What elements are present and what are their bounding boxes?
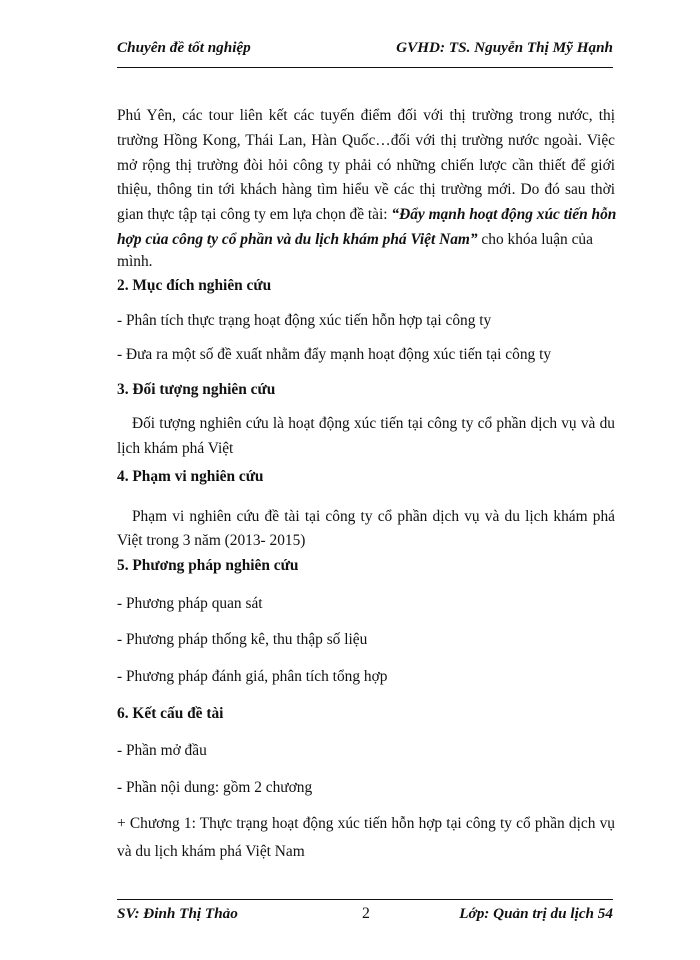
chapter-1-line-2: và du lịch khám phá Việt Nam — [117, 843, 305, 860]
intro-line-3: mở rộng thị trường đòi hỏi công ty phải có những chiến lược cần thiết để giới — [117, 157, 615, 174]
intro-line-6-suffix: cho khóa luận của — [477, 231, 593, 248]
section-2-item-2: - Đưa ra một số đề xuất nhằm đẩy mạnh hoạt động xúc tiến tại công ty — [117, 346, 552, 363]
section-5-item-3: - Phương pháp đánh giá, phân tích tổng hợp — [117, 668, 388, 685]
page-number: 2 — [362, 905, 370, 922]
section-4-line-2: Việt trong 3 năm (2013- 2015) — [117, 532, 306, 549]
intro-line-5-prefix: gian thực tập tại công ty em lựa chọn đề tài: — [117, 206, 392, 223]
section-5-heading: 5. Phương pháp nghiên cứu — [117, 557, 299, 574]
header-supervisor: GVHD: TS. Nguyễn Thị Mỹ Hạnh — [396, 39, 613, 56]
section-4-heading: 4. Phạm vi nghiên cứu — [117, 468, 264, 485]
section-6-item-1: - Phần mở đầu — [117, 742, 207, 759]
page-footer — [117, 904, 613, 928]
section-2-item-1: - Phân tích thực trạng hoạt động xúc tiến hỗn hợp tại công ty — [117, 312, 492, 329]
section-6-item-2: - Phần nội dung: gồm 2 chương — [117, 779, 313, 796]
intro-line-1: Phú Yên, các tour liên kết các tuyến điểm đối với thị trường trong nước, thị — [117, 107, 615, 124]
section-3-heading: 3. Đối tượng nghiên cứu — [117, 381, 276, 398]
section-3-line-1: Đối tượng nghiên cứu là hoạt động xúc tiến tại công ty cổ phần dịch vụ và du — [132, 415, 615, 432]
section-5-item-2: - Phương pháp thống kê, thu thập số liệu — [117, 631, 368, 648]
section-5-item-1: - Phương pháp quan sát — [117, 595, 263, 612]
thesis-topic-title-part-1: “Đẩy mạnh hoạt động xúc tiến hỗn — [391, 206, 617, 223]
footer-class: Lớp: Quản trị du lịch 54 — [459, 905, 613, 922]
page-header — [117, 38, 613, 62]
section-4-line-1: Phạm vi nghiên cứu đề tài tại công ty cổ phần dịch vụ và du lịch khám phá — [132, 508, 615, 525]
intro-line-6 — [117, 230, 615, 250]
header-divider — [117, 67, 613, 68]
section-3-line-2: lịch khám phá Việt — [117, 440, 234, 457]
intro-line-5 — [117, 205, 615, 225]
section-2-heading: 2. Mục đích nghiên cứu — [117, 277, 272, 294]
section-6-heading: 6. Kết cấu đề tài — [117, 705, 224, 722]
footer-divider — [117, 899, 613, 900]
header-thesis-title: Chuyên đề tốt nghiệp — [117, 39, 251, 56]
intro-line-7: mình. — [117, 253, 153, 270]
intro-line-4: thiệu, thông tin tới khách hàng tìm hiểu về các thị trường mới. Do đó sau thời — [117, 181, 615, 198]
footer-student: SV: Đinh Thị Thảo — [117, 905, 238, 922]
intro-line-2: trường Hồng Kong, Thái Lan, Hàn Quốc…đối với thị trường nước ngoài. Việc — [117, 132, 615, 149]
thesis-topic-title-part-2: hợp của công ty cổ phần và du lịch khám phá Việt Nam” — [117, 231, 478, 248]
chapter-1-line-1: + Chương 1: Thực trạng hoạt động xúc tiến hỗn hợp tại công ty cổ phần dịch vụ — [117, 815, 615, 832]
